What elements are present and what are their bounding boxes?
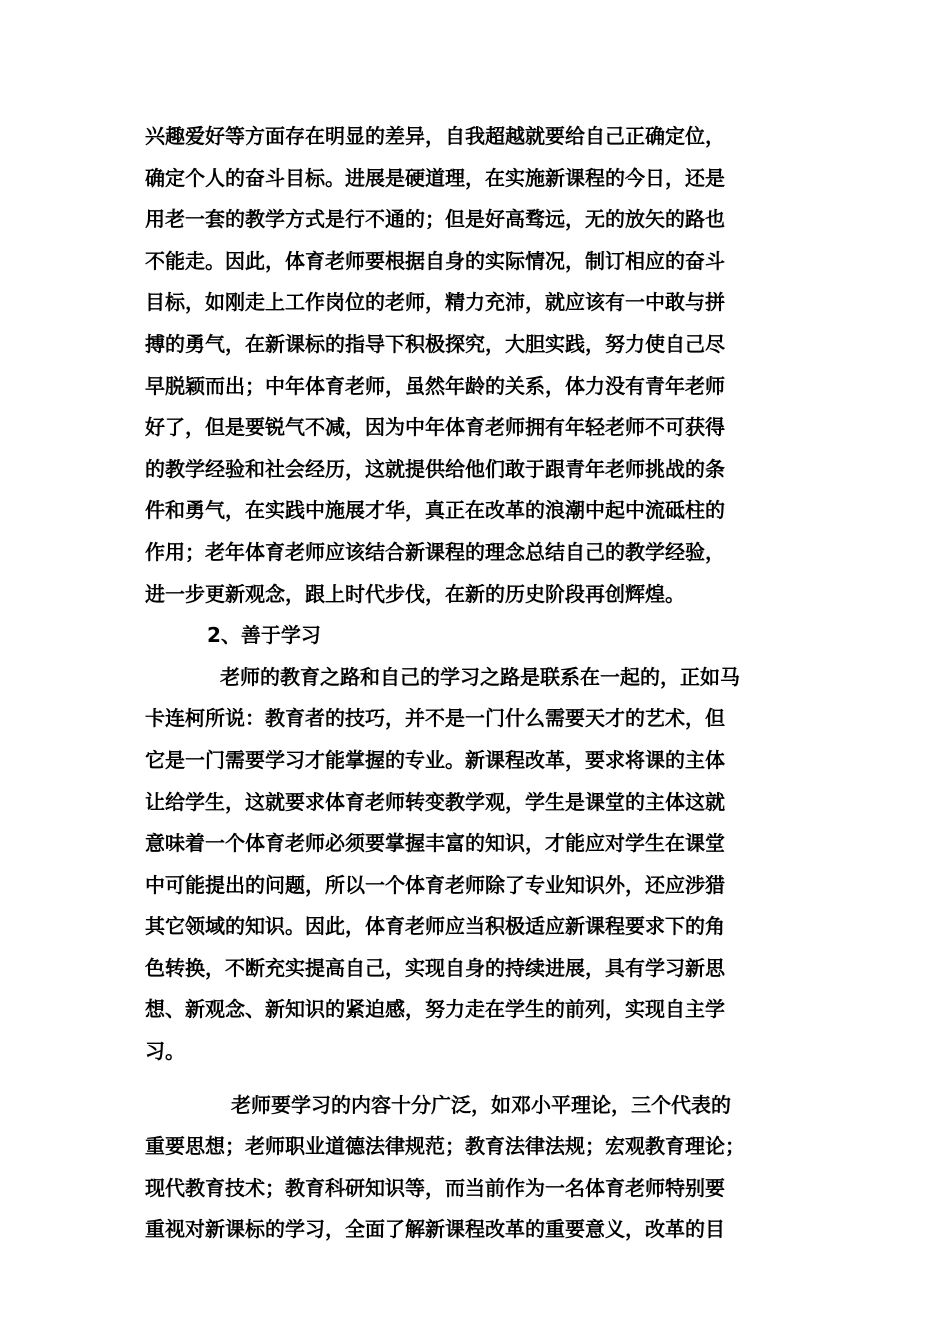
- text-line: 进一步更新观念，跟上时代步伐，在新的历史阶段再创辉煌。: [145, 581, 685, 606]
- text-line: 它是一门需要学习才能掌握的专业。新课程改革，要求将课的主体: [145, 747, 725, 772]
- text-line: 老师的教育之路和自己的学习之路是联系在一起的，正如马: [220, 664, 740, 689]
- text-line: 其它领域的知识。因此，体育老师应当积极适应新课程要求下的角: [145, 914, 725, 939]
- text-line: 件和勇气，在实践中施展才华，真正在改革的浪潮中起中流砥柱的: [145, 498, 725, 523]
- section-heading: 2、善于学习: [207, 623, 321, 648]
- text-line: 习。: [145, 1039, 185, 1064]
- text-line: 搏的勇气，在新课标的指导下积极探究，大胆实践，努力使自己尽: [145, 331, 725, 356]
- paragraph-2: [145, 657, 810, 1073]
- text-line: 重要思想；老师职业道德法律规范；教育法律法规；宏观教育理论；: [145, 1134, 745, 1159]
- text-line: 重视对新课标的学习，全面了解新课程改革的重要意义，改革的目: [145, 1217, 725, 1242]
- document-body: [145, 116, 810, 1251]
- text-line: 卡连柯所说：教育者的技巧，并不是一门什么需要天才的艺术，但: [145, 706, 725, 731]
- text-line: 目标，如刚走上工作岗位的老师，精力充沛，就应该有一中敢与拼: [145, 290, 725, 315]
- text-line: 早脱颖而出；中年体育老师，虽然年龄的关系，体力没有青年老师: [145, 373, 725, 398]
- text-line: 兴趣爱好等方面存在明显的差异，自我超越就要给自己正确定位，: [145, 124, 725, 148]
- text-line: 好了，但是要锐气不减，因为中年体育老师拥有年轻老师不可获得: [145, 415, 725, 440]
- text-line: 确定个人的奋斗目标。进展是硬道理，在实施新课程的今日，还是: [145, 165, 725, 190]
- text-line: 老师要学习的内容十分广泛，如邓小平理论，三个代表的: [231, 1092, 731, 1117]
- text-line: 现代教育技术；教育科研知识等，而当前作为一名体育老师特别要: [145, 1175, 725, 1200]
- text-line: 意味着一个体育老师必须要掌握丰富的知识，才能应对学生在课堂: [145, 831, 725, 856]
- text-line: 作用；老年体育老师应该结合新课程的理念总结自己的教学经验，: [145, 539, 725, 564]
- text-line: 色转换，不断充实提高自己，实现自身的持续进展，具有学习新思: [145, 955, 725, 980]
- text-line: 让给学生，这就要求体育老师转变教学观，学生是课堂的主体这就: [145, 789, 725, 814]
- text-line: 想、新观念、新知识的紧迫感，努力走在学生的前列，实现自主学: [145, 997, 725, 1022]
- text-line: 中可能提出的问题，所以一个体育老师除了专业知识外，还应涉猎: [145, 872, 725, 897]
- text-line: 用老一套的教学方式是行不通的；但是好高骛远，无的放矢的路也: [145, 207, 725, 232]
- text-line: 的教学经验和社会经历，这就提供给他们敢于跟青年老师挑战的条: [145, 456, 725, 481]
- paragraph-gap: [145, 1073, 810, 1085]
- paragraph-1: [145, 116, 810, 615]
- text-line: 不能走。因此，体育老师要根据自身的实际情况，制订相应的奋斗: [145, 248, 725, 273]
- paragraph-3: [145, 1085, 810, 1251]
